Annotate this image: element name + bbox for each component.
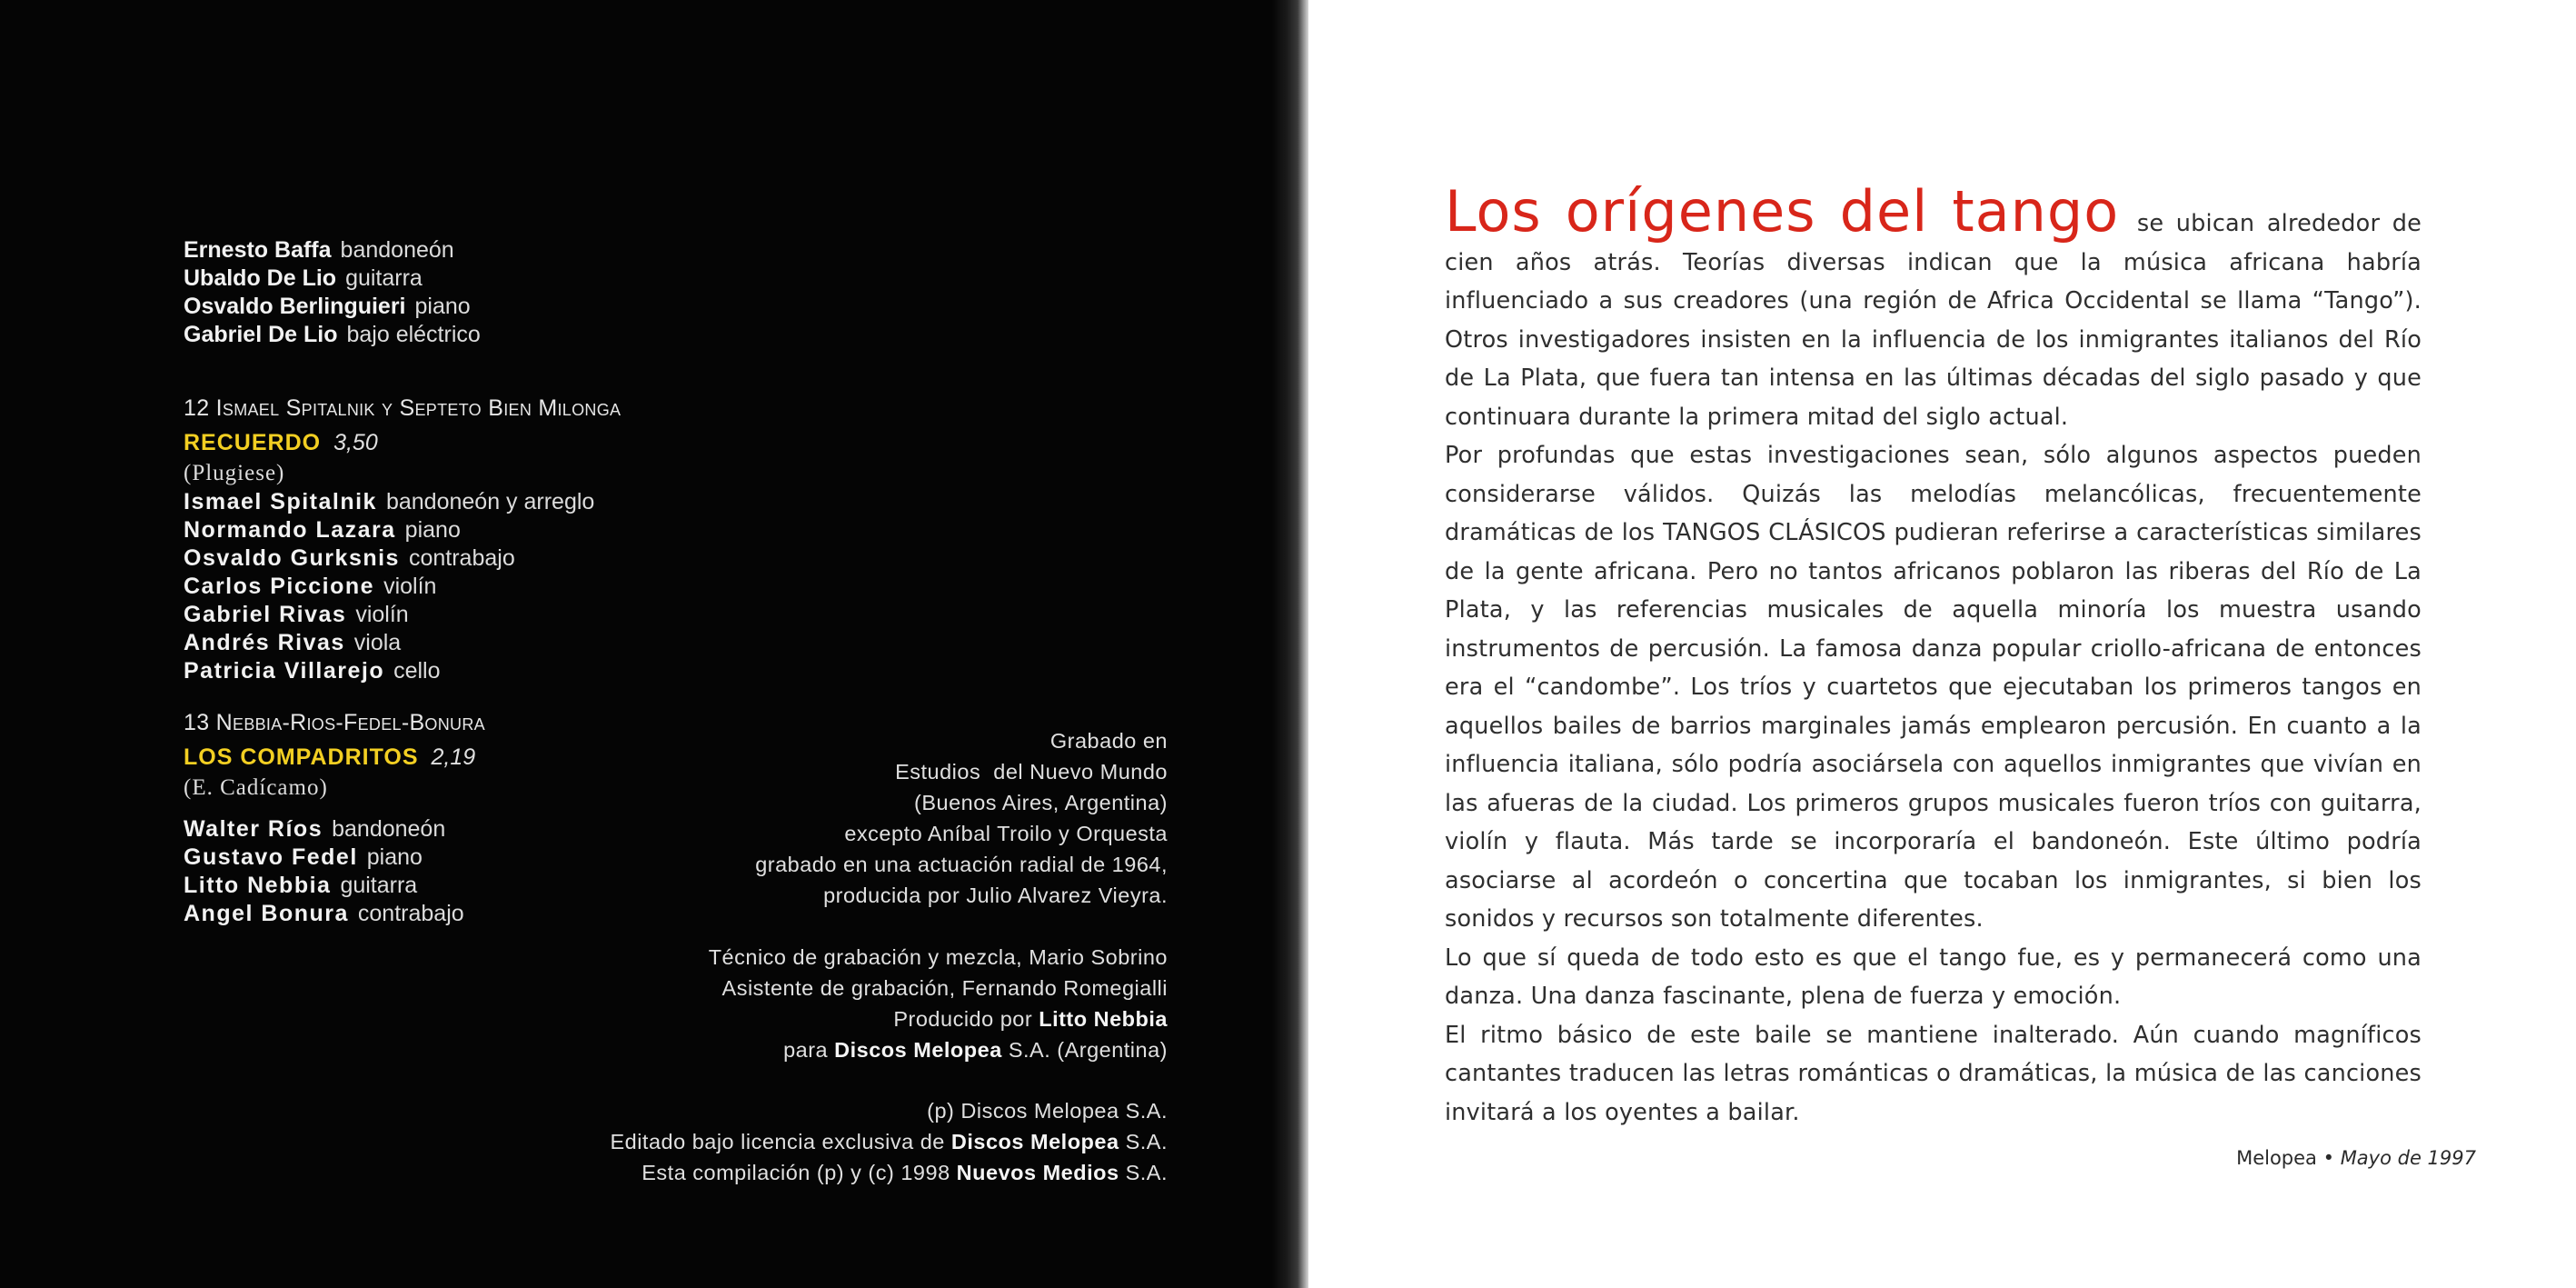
musician-row [184,516,621,544]
legal-suffix: S.A. [1125,1130,1168,1153]
legal-prefix: Esta compilación (p) y (c) 1998 [642,1161,950,1184]
musician-row [184,657,621,685]
musicians-group-1 [184,236,481,349]
musician-row [184,573,621,601]
right-page [1308,0,2576,1288]
label-prefix: para [783,1038,829,1062]
composer: (Plugiese) [184,461,285,485]
musician-name: Gabriel De Lio [184,322,338,347]
song-time: 2,19 [431,744,476,770]
producer-line [709,1003,1168,1034]
musician-row [184,629,621,657]
musician-role: piano [366,844,423,870]
musician-name: Ubaldo De Lio [184,265,337,291]
musician-row [184,488,621,516]
musician-role: cello [393,658,441,684]
legal-credits [610,1095,1168,1188]
producer-prefix: Producido por [893,1007,1033,1031]
musician-row [184,321,481,349]
legal-prefix: Editado bajo licencia exclusiva de [610,1130,945,1153]
essay-paragraph-1 [1445,178,2422,436]
legal-line: (p) Discos Melopea S.A. [927,1099,1168,1123]
musician-name: Osvaldo Gurksnis [184,545,400,571]
essay-paragraph-1-text: se ubican alrededor de cien años atrás. Teorías diversas indican que la música africana habría influenciado a sus creadores (una región de Africa Occidental se llama “Tango”). Otros investigadores insisten en la influencia de los inmigrantes italianos del Río de La Plata, que fuera tan intensa en las últimas décadas del siglo pasado y que continuara durante la primera mitad del siglo actual. [1445,210,2422,431]
musician-role: contrabajo [357,901,464,926]
essay-lead-title: Los orígenes del tango [1445,178,2120,245]
essay-paragraph-3: Lo que sí queda de todo esto es que el tango fue, es y permanecerá como una danza. Una danza fascinante, plena de fuerza y emoción. [1445,944,2422,1010]
musician-name: Gabriel Rivas [184,602,347,627]
legal-name: Discos Melopea [950,1130,1119,1153]
musician-row [184,236,481,265]
musician-name: Patricia Villarejo [184,658,385,684]
musician-name: Andrés Rivas [184,630,345,655]
track-header: 12 Ismael Spitalnik y Septeto Bien Milonga [184,395,622,421]
track-12 [184,390,621,685]
credit-line: Asistente de grabación, Fernando Romegialli [721,976,1168,1000]
musician-row [184,844,485,872]
musician-name: Normando Lazara [184,517,396,543]
musician-name: Angel Bonura [184,901,349,926]
track-header: 13 Nebbia-Rios-Fedel-Bonura [184,710,485,735]
credit-line: grabado en una actuación radial de 1964, [755,853,1168,876]
musicians-list [184,815,485,928]
musician-role: guitarra [345,265,423,291]
musician-role: violín [383,574,437,599]
musician-row [184,265,481,293]
legal-name: Nuevos Medios [956,1161,1119,1184]
musicians-list [184,488,621,685]
musician-role: bandoneón y arreglo [385,489,595,514]
credit-line: (Buenos Aires, Argentina) [914,791,1168,814]
legal-suffix: S.A. [1125,1161,1168,1184]
credit-line: excepto Aníbal Troilo y Orquesta [844,822,1168,845]
musician-role: viola [353,630,402,655]
essay-paragraph-4: El ritmo básico de este baile se mantiene inalterado. Aún cuando magníficos cantantes traducen las letras románticas o dramáticas, la música de las canciones invitará a los oyentes a bailar. [1445,1021,2422,1126]
credit-line: Estudios del Nuevo Mundo [895,760,1168,784]
musician-name: Osvaldo Berlinguieri [184,294,406,319]
signature-separator: • [2322,1147,2334,1169]
musician-role: violín [355,602,409,627]
musician-role: contrabajo [408,545,515,571]
musician-role: piano [404,517,461,543]
song-title: LOS COMPADRITOS [184,744,419,770]
producer-name: Litto Nebbia [1039,1007,1168,1031]
label-suffix: S.A. (Argentina) [1008,1038,1168,1062]
legal-line [610,1126,1168,1157]
musician-role: bandoneón [340,237,454,263]
musician-name: Carlos Piccione [184,574,375,599]
credit-line: producida por Julio Alvarez Vieyra. [823,884,1168,907]
essay-paragraph-2: Por profundas que estas investigaciones sean, sólo algunos aspectos pueden considerarse válidos. Quizás las melodías melancólicas, frecuentemente dramáticas de los TANGOS CLÁSICOS pudieran referirse a características similares de la gente africana. Pero no tantos africanos poblaron las riberas del Río de La Plata, y las referencias musicales de aquella minoría los muestra usando instrumentos de percusión. La famosa danza popular criollo-africana de entonces era el “candombe”. Los tríos y cuartetos que ejecutaban los primeros tangos en aquellos bailes de barrios marginales jamás emplearon percusión. En cuanto a la influencia italiana, sólo podría asociársela con aquellos inmigrantes que vivían en las afueras de la ciudad. Los primeros grupos musicales fueron tríos con guitarra, violín y flauta. Más tarde se incorporaría el bandoneón. Este último podría asociarse al acordeón o concertina que tocaban los inmigrantes, si bien los sonidos y recursos son totalmente diferentes. [1445,442,2422,933]
track-13 [184,704,485,928]
musician-name: Litto Nebbia [184,873,332,898]
musician-role: bajo eléctrico [346,322,481,347]
signature-org: Melopea [2236,1147,2317,1169]
musician-name: Ernesto Baffa [184,237,332,263]
essay [1445,178,2422,1132]
credit-line: Técnico de grabación y mezcla, Mario Sobrino [708,945,1168,969]
legal-line [610,1157,1168,1188]
recording-credits [755,725,1168,911]
musician-role: piano [414,294,471,319]
signature-date: Mayo de 1997 [2340,1147,2476,1169]
technical-credits [709,942,1168,1065]
musician-row [184,544,621,573]
label-name: Discos Melopea [834,1038,1002,1062]
label-line [709,1034,1168,1065]
musician-row [184,900,485,928]
musician-row [184,293,481,321]
composer: (E. Cadícamo) [184,775,328,800]
song-line [184,426,621,459]
credit-line: Grabado en [1049,729,1168,753]
musician-role: bandoneón [332,816,446,842]
musician-row [184,815,485,844]
signature [2236,1147,2476,1169]
booklet-spine [1272,0,1308,1288]
musician-name: Ismael Spitalnik [184,489,377,514]
musician-row [184,872,485,900]
musician-row [184,601,621,629]
song-title: RECUERDO [184,430,322,455]
song-line [184,741,485,774]
musician-name: Walter Ríos [184,816,323,842]
song-time: 3,50 [333,430,378,455]
musician-role: guitarra [340,873,418,898]
musician-name: Gustavo Fedel [184,844,358,870]
